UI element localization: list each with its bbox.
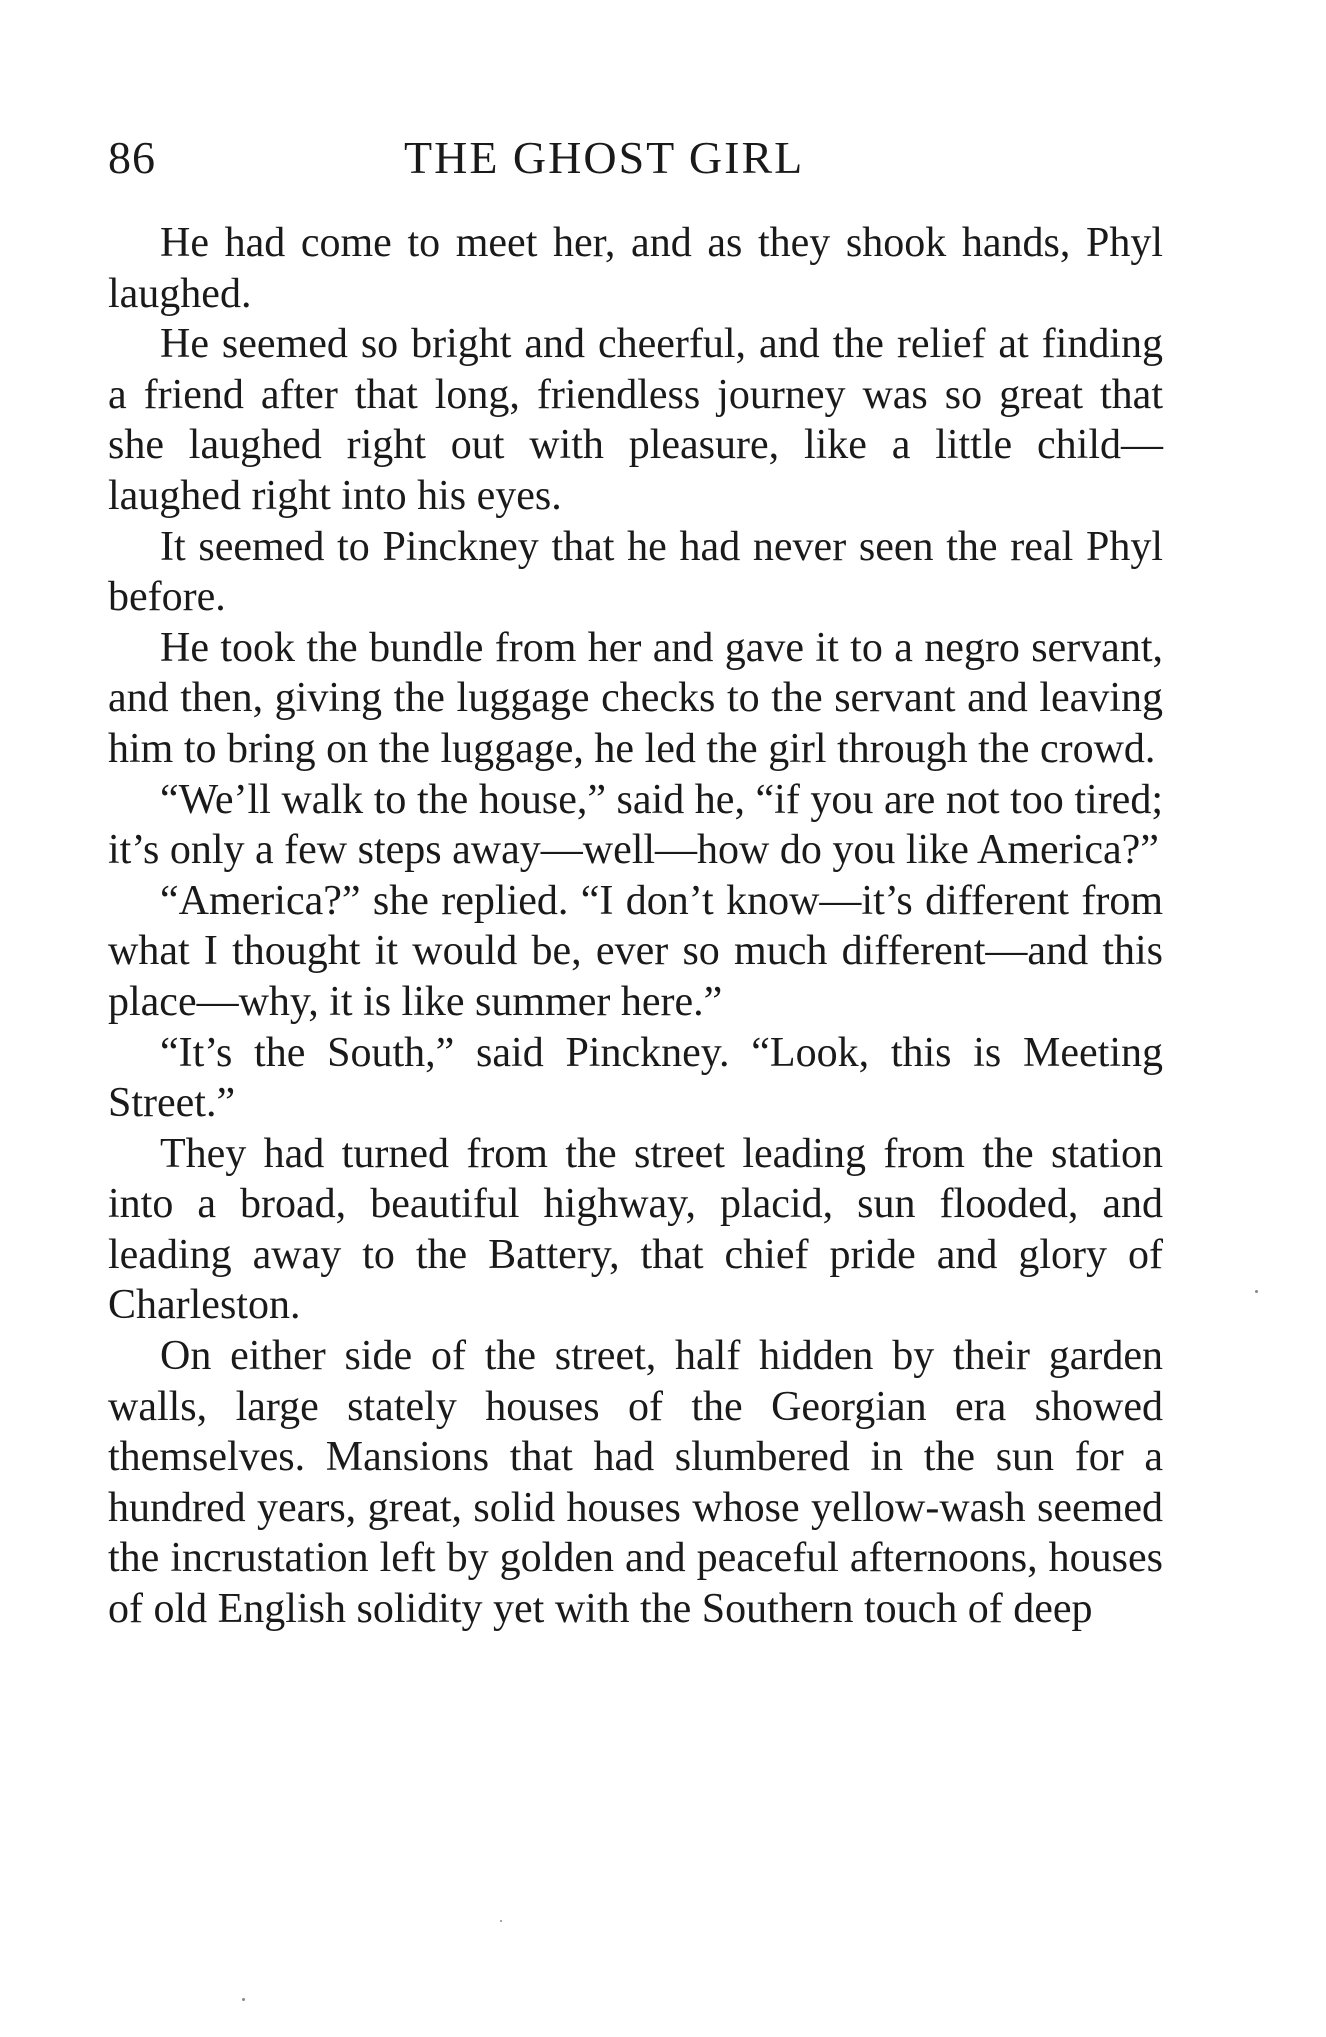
paper-speck <box>1255 1290 1258 1293</box>
page-number: 86 <box>108 132 156 183</box>
paper-speck <box>242 1998 245 2001</box>
paper-speck <box>500 1920 502 1922</box>
book-title: THE GHOST GIRL <box>404 132 805 183</box>
paragraph: He had come to meet her, and as they shook hands, Phyl laughed. <box>108 220 1163 317</box>
paragraph: “We’ll walk to the house,” said he, “if you are not too tired; it’s only a few steps away—well—how do you like America?” <box>108 776 1163 874</box>
paragraph: They had turned from the street leading from the station into a broad, beautiful highway, placid, sun flooded, and leading away to the Battery, that chief pride and glory of Charleston. <box>108 1130 1163 1329</box>
paragraph: He seemed so bright and cheerful, and the relief at finding a friend after that long, friendless journey was so great that she laughed right out with pleasure, like a little child—laughed right into his eyes. <box>108 321 1163 519</box>
body-text <box>108 218 1163 1635</box>
paragraph: “It’s the South,” said Pinckney. “Look, this is Meeting Street.” <box>108 1029 1163 1127</box>
paragraph: On either side of the street, half hidden by their garden walls, large stately houses of the Georgian era showed themselves. Mansions that had slumbered in the sun for a hundred years, great, solid houses whose yellow-wash seemed the incrustation left by golden and peaceful afternoons, houses of old English solidity yet with the Southern touch of deep <box>108 1333 1163 1633</box>
paragraph: It seemed to Pinckney that he had never seen the real Phyl before. <box>108 523 1163 621</box>
running-head <box>108 128 1163 188</box>
paragraph: He took the bundle from her and gave it to a negro servant, and then, giving the luggage checks to the servant and leaving him to bring on the luggage, he led the girl through the crowd. <box>108 624 1163 772</box>
paragraph: “America?” she replied. “I don’t know—it’s different from what I thought it would be, ever so much different—and this place—why, it is like summer here.” <box>108 877 1163 1025</box>
